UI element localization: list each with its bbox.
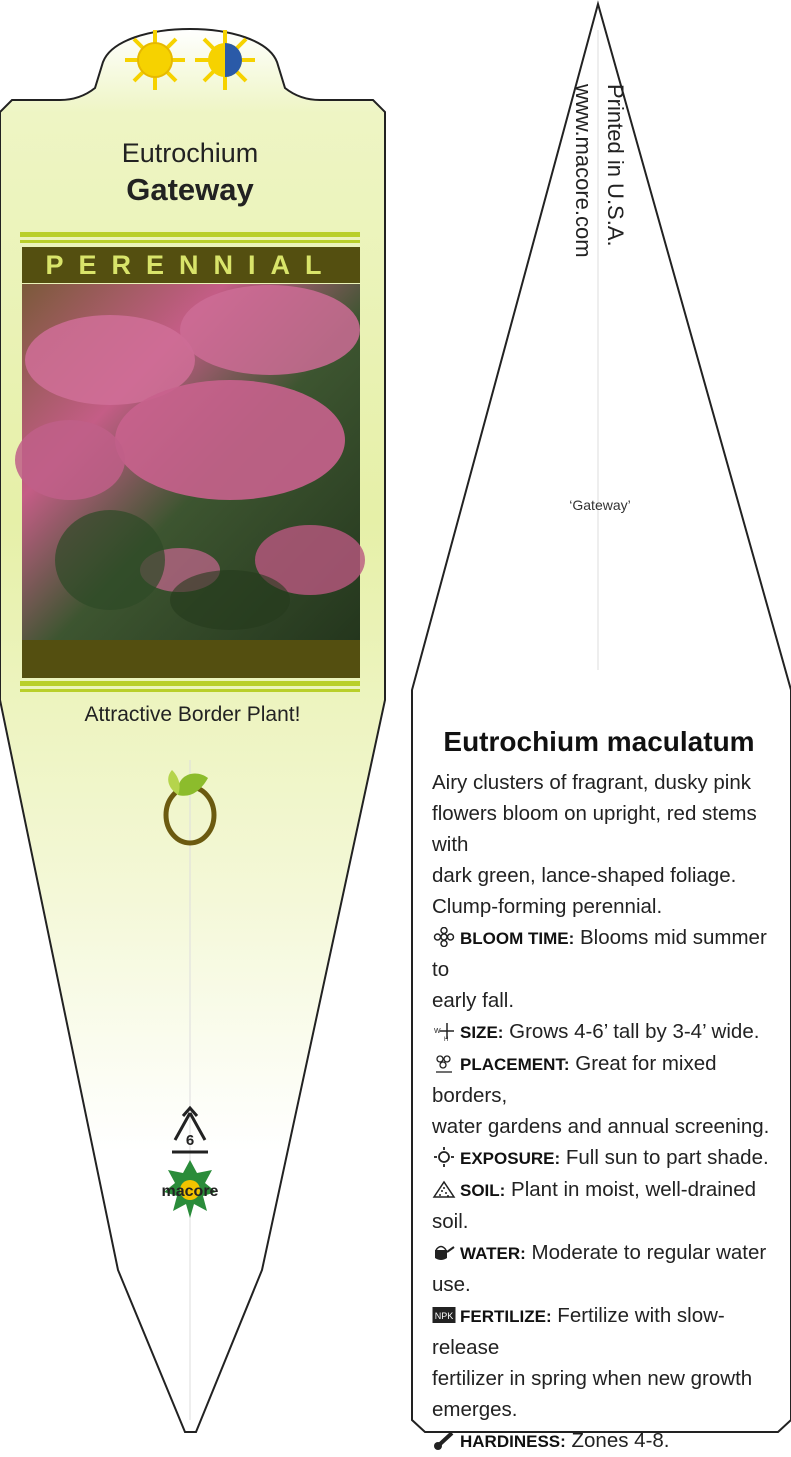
size-w-letter: W [434, 1028, 441, 1035]
attribute-bloom-time [432, 922, 777, 985]
watering-can-icon [432, 1242, 456, 1262]
attribute-fertilize [432, 1300, 777, 1363]
attribute-value: Great for mixed borders, [432, 1052, 717, 1107]
attribute-placement [432, 1048, 777, 1111]
placement-icon [432, 1053, 456, 1073]
slogan: Attractive Border Plant! [84, 703, 301, 726]
attribute-hardiness [432, 1425, 777, 1457]
attribute-label: EXPOSURE: [460, 1149, 561, 1168]
size-h-letter: H [444, 1037, 449, 1041]
attribute-value: Blooms mid summer to [432, 926, 767, 981]
attribute-continuation: fertilizer in spring when new growth [432, 1367, 753, 1390]
attribute-continuation: use. [432, 1273, 471, 1296]
cultivar-quote: ‘Gateway’ [569, 497, 631, 513]
full-sun-icon [125, 30, 185, 90]
description-line: flowers bloom on upright, red stems with [432, 802, 757, 856]
npk-text: NPK [434, 1311, 454, 1321]
recycle-number: 6 [185, 1132, 195, 1149]
category-band: PERENNIAL [22, 247, 360, 283]
flower-photo [15, 284, 365, 640]
attribute-label: PLACEMENT: [460, 1055, 570, 1074]
npk-icon [432, 1305, 456, 1325]
attribute-value: Full sun to part shade. [560, 1146, 769, 1169]
size-icon [432, 1021, 456, 1041]
attribute-label: HARDINESS: [460, 1432, 566, 1451]
flower-icon [432, 927, 456, 947]
attribute-label: BLOOM TIME: [460, 929, 575, 948]
attribute-exposure [432, 1142, 777, 1174]
attribute-continuation: water gardens and annual screening. [432, 1115, 770, 1138]
thermometer-icon [432, 1430, 456, 1450]
attribute-size [432, 1016, 777, 1048]
front-tag-outline [0, 29, 385, 1432]
sun-outline-icon [432, 1147, 456, 1167]
care-description [432, 767, 777, 1457]
attribute-label: WATER: [460, 1244, 526, 1263]
description-line: dark green, lance-shaped foliage. [432, 864, 737, 887]
brand-name: macore [161, 1183, 219, 1200]
attribute-value: Zones 4-8. [565, 1429, 670, 1452]
attribute-label: SIZE: [460, 1023, 504, 1042]
species-name: Eutrochium maculatum [443, 726, 755, 757]
attribute-soil [432, 1174, 777, 1206]
description-line: Clump-forming perennial. [432, 895, 663, 918]
cultivar-title: Gateway [126, 172, 254, 207]
attribute-continuation: soil. [432, 1210, 469, 1233]
attribute-continuation: early fall. [432, 989, 515, 1012]
attribute-value: Moderate to regular water [525, 1241, 767, 1264]
attribute-value: Grows 4-6’ tall by 3-4’ wide. [503, 1020, 760, 1043]
attribute-label: SOIL: [460, 1181, 506, 1200]
description-line: Airy clusters of fragrant, dusky pink [432, 771, 752, 794]
attribute-label: FERTILIZE: [460, 1307, 552, 1326]
part-shade-icon [195, 30, 255, 90]
printed-in-usa: Printed in U.S.A. [603, 84, 628, 247]
genus-title: Eutrochium [121, 138, 259, 168]
attribute-continuation: emerges. [432, 1398, 518, 1421]
website: www.macore.com [571, 84, 596, 258]
attribute-value: Fertilize with slow-release [432, 1304, 725, 1359]
attribute-water [432, 1237, 777, 1269]
soil-icon [432, 1179, 456, 1199]
attribute-value: Plant in moist, well-drained [505, 1178, 757, 1201]
